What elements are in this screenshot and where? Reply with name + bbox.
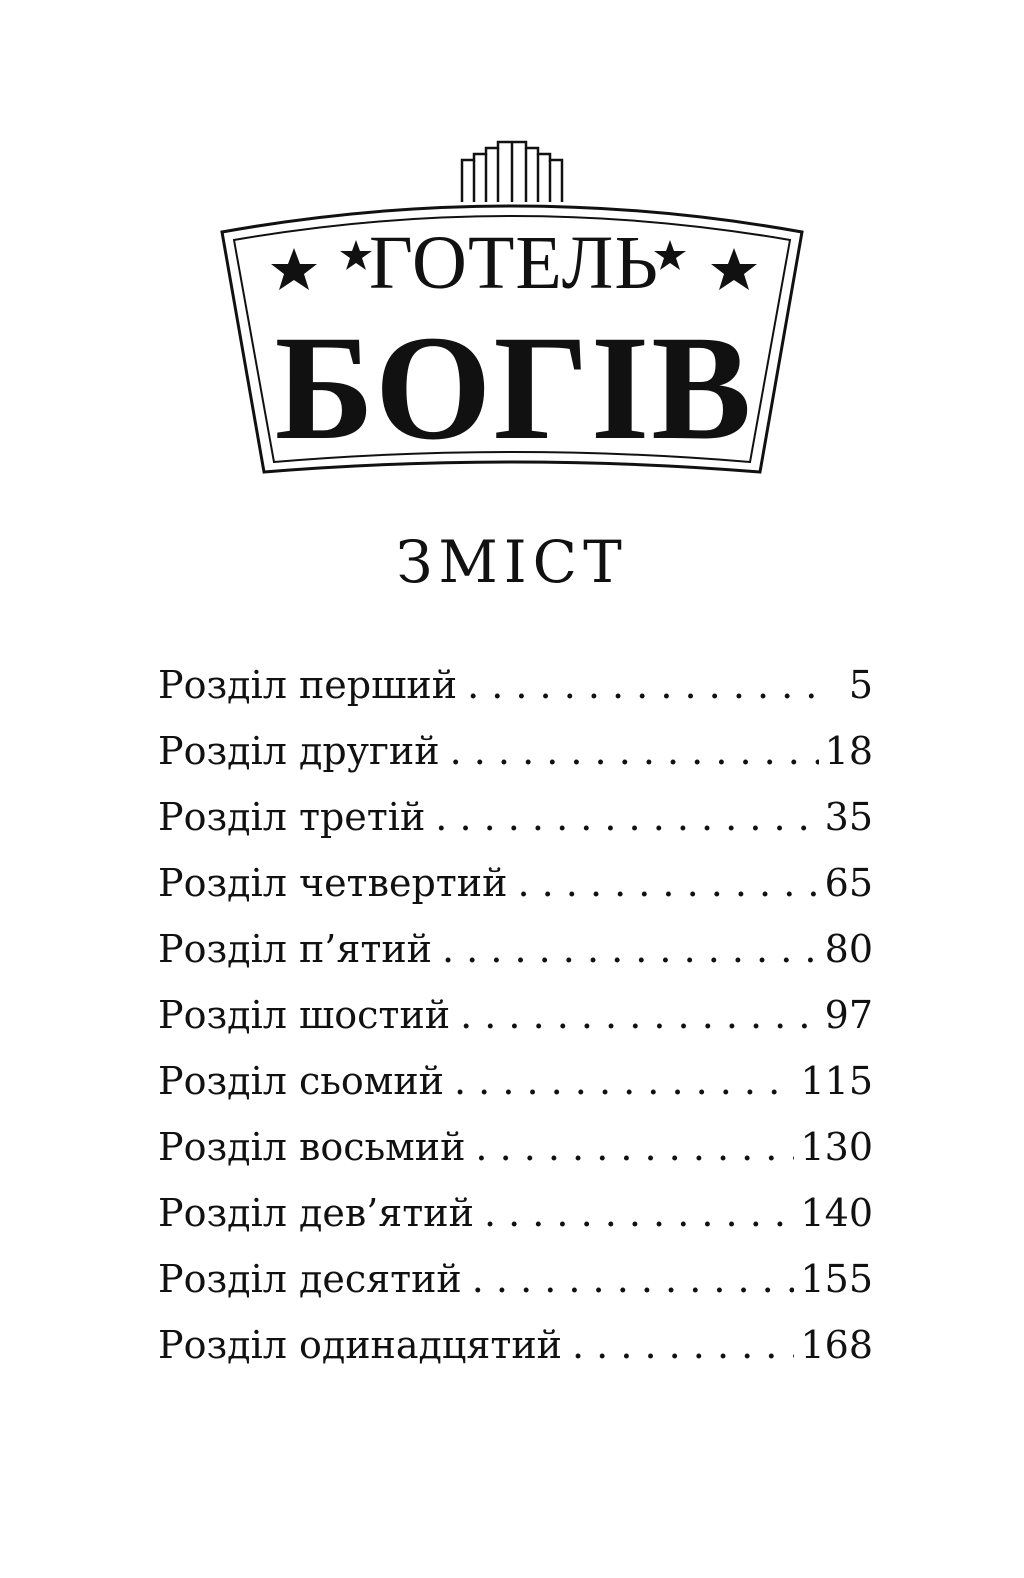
toc-entry-page-number: 18 <box>824 729 873 773</box>
logo-emblem <box>212 140 812 480</box>
toc-entry <box>158 916 873 982</box>
toc-dot-leader <box>435 784 818 850</box>
toc-entry-label: Розділ перший <box>158 663 458 707</box>
toc-entry-label: Розділ шостий <box>158 993 451 1037</box>
toc-entry <box>158 850 873 916</box>
toc-entry <box>158 1048 873 1114</box>
toc-dot-leader <box>475 1114 794 1180</box>
toc-dot-leader <box>442 916 819 982</box>
logo-title-line1: ГОТЕЛЬ <box>369 221 659 305</box>
table-of-contents <box>158 652 873 1378</box>
toc-dot-leader <box>517 850 818 916</box>
toc-entry-page-number: 65 <box>824 861 873 905</box>
toc-entry-page-number: 97 <box>824 993 873 1037</box>
toc-dot-leader <box>484 1180 795 1246</box>
logo-title-line2: БОГІВ <box>274 305 754 471</box>
toc-entry-label: Розділ десятий <box>158 1257 462 1301</box>
toc-entry-page-number: 115 <box>800 1059 873 1103</box>
toc-dot-leader <box>572 1312 794 1378</box>
toc-entry <box>158 718 873 784</box>
toc-dot-leader <box>454 1048 794 1114</box>
toc-entry-label: Розділ другий <box>158 729 440 773</box>
toc-dot-leader <box>460 982 819 1048</box>
toc-entry-label: Розділ восьмий <box>158 1125 466 1169</box>
toc-dot-leader <box>450 718 819 784</box>
toc-entry-page-number: 5 <box>848 663 873 707</box>
book-logo <box>212 140 812 480</box>
toc-entry-label: Розділ четвертий <box>158 861 508 905</box>
toc-entry <box>158 784 873 850</box>
crown-ornament <box>462 142 562 202</box>
toc-entry-label: Розділ п’ятий <box>158 927 432 971</box>
toc-entry-label: Розділ одинадцятий <box>158 1323 563 1367</box>
toc-entry <box>158 652 873 718</box>
toc-dot-leader <box>467 652 823 718</box>
toc-entry-label: Розділ сьомий <box>158 1059 445 1103</box>
toc-entry <box>158 982 873 1048</box>
toc-entry <box>158 1312 873 1378</box>
toc-entry-page-number: 80 <box>824 927 873 971</box>
toc-entry-page-number: 35 <box>824 795 873 839</box>
toc-entry-label: Розділ дев’ятий <box>158 1191 474 1235</box>
toc-entry-page-number: 155 <box>800 1257 873 1301</box>
toc-entry <box>158 1180 873 1246</box>
toc-entry-page-number: 140 <box>800 1191 873 1235</box>
toc-entry <box>158 1246 873 1312</box>
toc-entry <box>158 1114 873 1180</box>
toc-entry-page-number: 168 <box>800 1323 873 1367</box>
toc-entry-label: Розділ третій <box>158 795 426 839</box>
toc-dot-leader <box>472 1246 795 1312</box>
toc-entry-page-number: 130 <box>800 1125 873 1169</box>
toc-heading: ЗМІСТ <box>396 528 628 596</box>
